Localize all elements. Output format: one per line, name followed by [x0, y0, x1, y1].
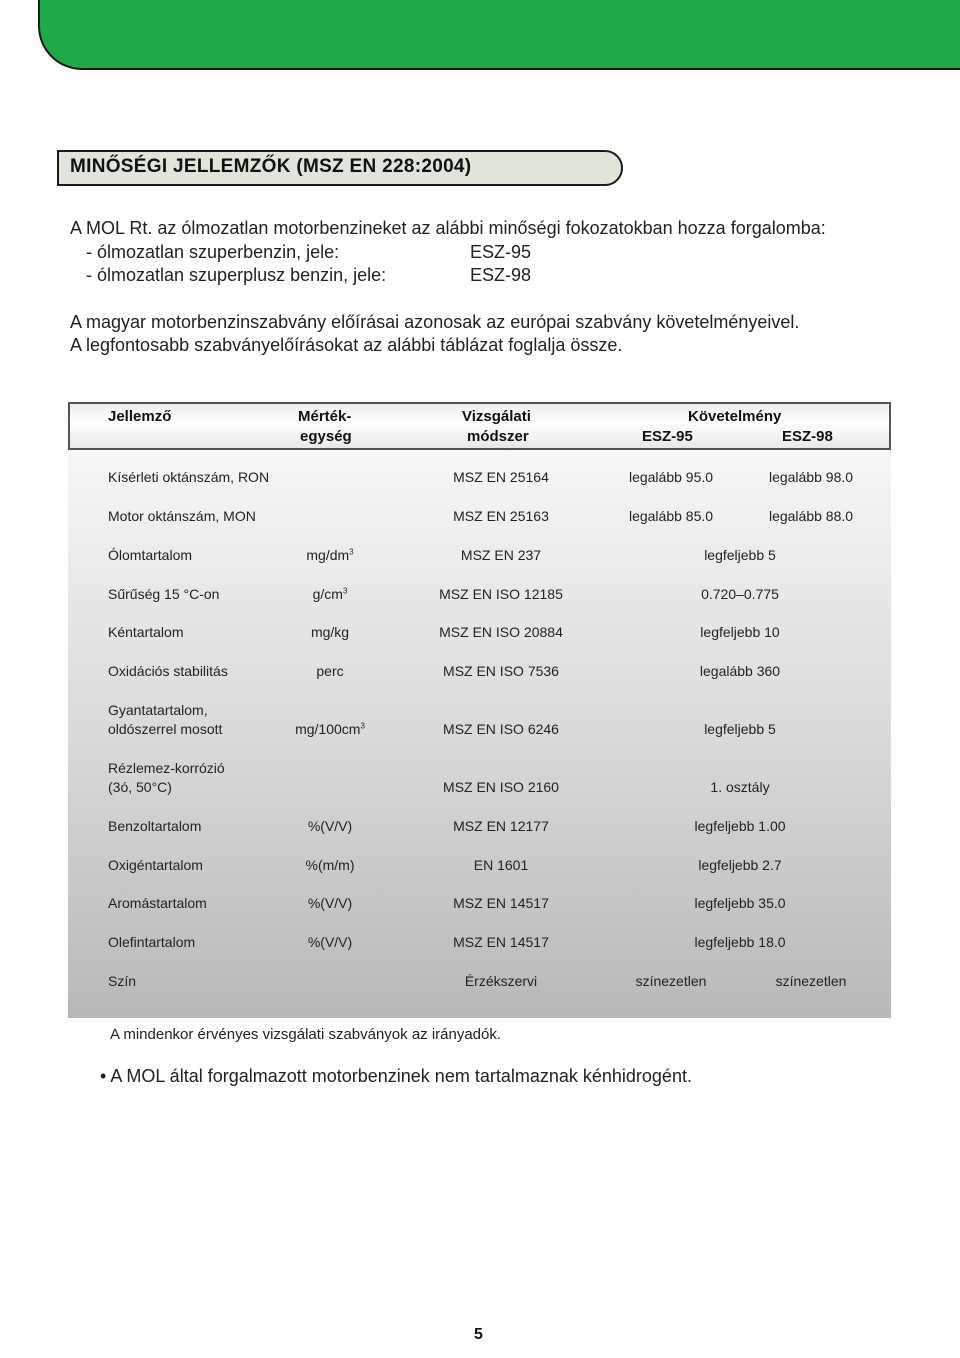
section-title: MINŐSÉGI JELLEMZŐK (MSZ EN 228:2004): [70, 156, 472, 177]
row-name: Oxidációs stabilitás: [108, 663, 228, 679]
row-requirement: legfeljebb 10: [700, 624, 780, 640]
row-requirement: 1. osztály: [710, 779, 770, 795]
row-method: MSZ EN ISO 7536: [443, 663, 559, 679]
grade-value-98: ESZ-98: [470, 265, 532, 285]
row-unit: mg/kg: [310, 624, 350, 640]
statement-line: [100, 1066, 692, 1087]
row-unit: perc: [316, 663, 344, 679]
header-mertekegyseg-2: egység: [300, 428, 352, 445]
row-method: MSZ EN ISO 20884: [439, 624, 563, 640]
row-name: Kéntartalom: [108, 624, 184, 640]
row-method: EN 1601: [473, 857, 529, 873]
header-vizsgalati-2: módszer: [467, 428, 529, 445]
row-method: MSZ EN 25163: [453, 508, 549, 524]
row-method: MSZ EN 25164: [453, 469, 549, 485]
row-requirement: legfeljebb 1.00: [694, 818, 786, 834]
grade-label-98: - ólmozatlan szuperplusz benzin, jele:: [86, 265, 387, 285]
row-method: Érzékszervi: [464, 973, 538, 989]
row-esz98: legalább 88.0: [768, 508, 854, 524]
row-unit: %(V/V): [307, 934, 353, 950]
row-esz98: színezetlen: [775, 973, 847, 989]
row-name: Kísérleti oktánszám, RON: [108, 469, 270, 485]
row-method: MSZ EN 237: [460, 547, 542, 563]
row-requirement: legalább 360: [699, 663, 781, 679]
row-method: MSZ EN 12177: [453, 818, 549, 834]
row-name: Oxigéntartalom: [108, 857, 203, 873]
header-vizsgalati-1: Vizsgálati: [462, 408, 531, 425]
row-requirement: legfeljebb 2.7: [698, 857, 782, 873]
intro-paragraph-2: A legfontosabb szabványelőírásokat az alábbi táblázat foglalja össze.: [70, 335, 623, 355]
row-name: Benzoltartalom: [108, 818, 202, 834]
grade-value-95: ESZ-95: [470, 242, 532, 262]
row-method: MSZ EN ISO 6246: [443, 721, 559, 737]
header-esz95: ESZ-95: [642, 428, 693, 445]
row-name-line2: oldószerrel mosott: [108, 721, 223, 737]
row-name: Aromástartalom: [108, 895, 207, 911]
row-name-line2: (3ó, 50°C): [108, 779, 172, 795]
intro-line: A MOL Rt. az ólmozatlan motorbenzineket az alábbi minőségi fokozatokban hozza forgalomba:: [70, 218, 826, 238]
page-number: 5: [474, 1326, 483, 1343]
row-unit: [313, 586, 348, 602]
top-green-band: [38, 0, 960, 70]
row-name: Ólomtartalom: [108, 547, 193, 563]
header-esz98: ESZ-98: [782, 428, 833, 445]
row-unit: [295, 721, 365, 737]
row-name: Rézlemez-korrózió: [108, 760, 225, 776]
row-unit-superscript: 3: [360, 721, 365, 731]
row-method: MSZ EN ISO 12185: [439, 586, 563, 602]
row-unit-superscript: 3: [342, 586, 348, 596]
intro-paragraph-1: A magyar motorbenzinszabvány előírásai azonosak az európai szabvány követelményeivel.: [70, 312, 800, 332]
row-requirement: legfeljebb 5: [704, 547, 776, 563]
row-method: MSZ EN 14517: [453, 895, 549, 911]
statement-text: A MOL által forgalmazott motorbenzinek nem tartalmaznak kénhidrogént.: [110, 1066, 692, 1086]
row-esz95: legalább 95.0: [628, 469, 714, 485]
row-requirement: 0.720–0.775: [701, 586, 779, 602]
row-unit-text: mg/dm: [306, 547, 350, 563]
row-method: MSZ EN ISO 2160: [443, 779, 559, 795]
grade-label-95: - ólmozatlan szuperbenzin, jele:: [86, 242, 340, 262]
row-unit: %(V/V): [307, 818, 353, 834]
row-requirement: legfeljebb 5: [704, 721, 776, 737]
row-name: Sűrűség 15 °C-on: [108, 586, 220, 602]
row-unit-text: g/cm: [312, 586, 343, 602]
row-name: Gyantatartalom,: [108, 702, 208, 718]
row-esz98: legalább 98.0: [768, 469, 854, 485]
bullet-icon: •: [100, 1066, 107, 1086]
row-esz95: legalább 85.0: [628, 508, 714, 524]
row-unit: %(m/m): [305, 857, 355, 873]
row-requirement: legfeljebb 18.0: [694, 934, 786, 950]
row-unit-text: mg/100cm: [295, 721, 361, 737]
row-method: MSZ EN 14517: [453, 934, 549, 950]
header-kovetelmeny: Követelmény: [688, 408, 782, 425]
row-unit: %(V/V): [307, 895, 353, 911]
row-requirement: legfeljebb 35.0: [694, 895, 786, 911]
row-name: Olefintartalom: [108, 934, 196, 950]
row-name: Szín: [108, 973, 137, 989]
header-mertekegyseg-1: Mérték-: [298, 408, 352, 425]
row-unit-superscript: 3: [349, 547, 354, 557]
row-name: Motor oktánszám, MON: [108, 508, 256, 524]
row-unit: [306, 547, 353, 563]
table-footnote: A mindenkor érvényes vizsgálati szabványok az irányadók.: [110, 1026, 502, 1043]
row-esz95: színezetlen: [635, 973, 707, 989]
header-jellemzo: Jellemző: [108, 408, 172, 425]
